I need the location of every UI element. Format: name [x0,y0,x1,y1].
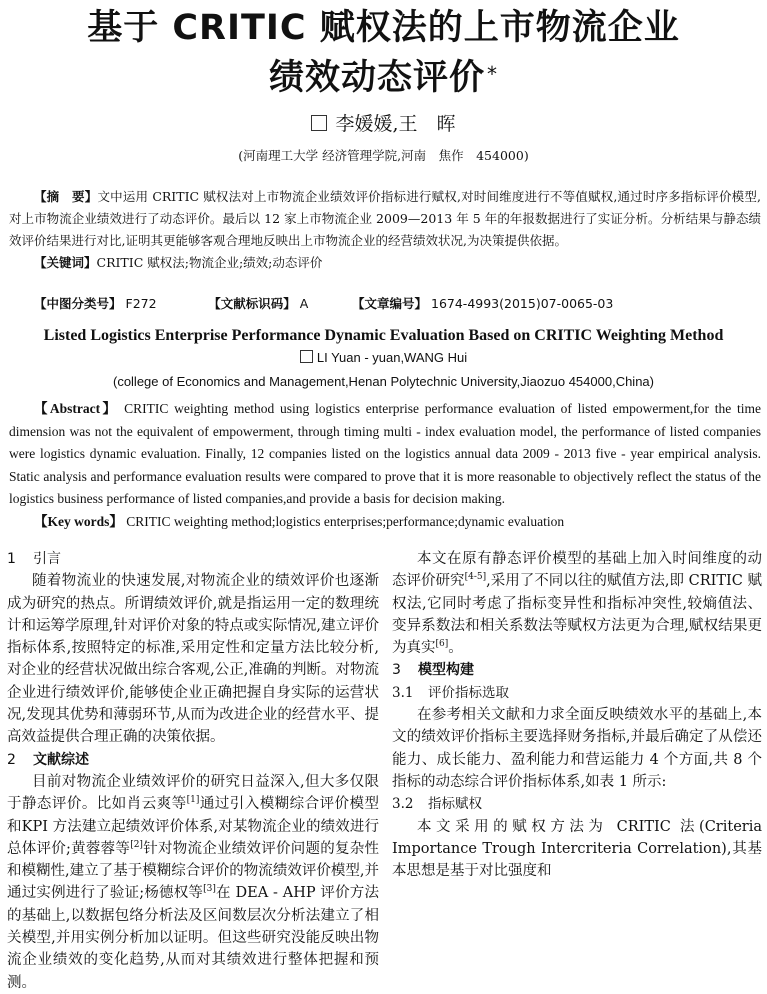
classification-line [34,295,613,313]
column-left [7,548,379,994]
section-3-2-heading [392,793,762,815]
title-footnote-mark: * [487,62,498,86]
column-right [392,548,762,882]
paper-title-en: Listed Logistics Enterprise Performance Dynamic Evaluation Based on CRITIC Weighting Method [43,327,724,344]
paper-title-line-2 [0,58,767,98]
clc-label: 【中图分类号】 [34,296,122,311]
citation-1: [1] [186,795,200,806]
section-2-text-d: 在 DEA - AHP 评价方法的基础上,以数据包络分析法及区间数层次分析法建立了相关模型,并用实例分析加以证明。但这些研究没能反映出物流企业绩效的变化趋势,从而对其绩效进行整体把握和预测。 [7,885,379,991]
abstract-en-text: CRITIC weighting method using logistics enterprise performance evaluation of listed empowerment,for the time dimension was not the equivalent of empowerment, through timing multi - index evaluation model, the performance of listed companies were logistics dynamic evaluation. Finally, 12 companies listed on the logistics annual data 2009 - 2013 five - year empirical analysis. Static analysis and performance evaluation results were compared to prove that it is more reasonable to objectively reflect the status of the logistics business performance of listed companies,and provide a basis for decision making. [9,401,761,506]
citation-4-5: [4-5] [464,572,487,583]
doc-code-label: 【文献标识码】 [208,296,296,311]
checkbox-square-icon [300,350,313,363]
affiliation-en: (college of Economics and Management,Henan Polytechnic University,Jiaozuo 454000,China) [112,374,654,389]
section-2-paragraph-1 [7,771,379,994]
authors-cn [0,112,767,136]
keywords-cn [9,252,761,274]
section-1-number: 1 [7,551,16,567]
abstract-cn-block [9,186,761,274]
section-3-title: 模型构建 [418,662,474,679]
section-1-heading [7,548,379,570]
section-3-heading [392,659,762,681]
authors-en-text: LI Yuan - yuan,WANG Hui [316,350,468,365]
article-no-value: 1674-4993(2015)07-0065-03 [431,296,614,311]
abstract-en-block [9,398,761,533]
section-2-number: 2 [7,751,16,768]
section-2-p2-text-c: 。 [448,640,463,657]
section-3-1-heading [392,682,762,704]
citation-3: [3] [203,884,216,895]
abstract-cn-text: 文中运用 CRITIC 赋权法对上市物流企业绩效评价指标进行赋权,对时间维度进行不等值赋权,通过时序多指标评价模型,对上市物流企业绩效进行了动态评价。最后以 12 家上市物流企业 2009—2013 年 5 年的年报数据进行了实证分析。分析结果与静态绩效评价结果进行对比,证明其更能够客观合理地反映出上市物流企业的经营绩效状况,为决策提供依据。 [9,189,761,248]
section-1-title: 引言 [33,551,61,567]
keywords-en [9,511,761,534]
section-3-number: 3 [392,662,401,679]
section-2-title: 文献综述 [33,751,89,768]
keywords-cn-text: CRITIC 赋权法;物流企业;绩效;动态评价 [96,255,323,270]
checkbox-square-icon [311,115,327,131]
section-2-heading [7,749,379,771]
section-3-1-number: 3.1 [392,684,414,701]
abstract-en-label: 【Abstract】 [34,401,119,416]
keywords-cn-label: 【关键词】 [34,255,97,270]
keywords-en-label: 【Key words】 [34,513,123,529]
authors-en [0,349,767,367]
paper-title-line-1: 基于 CRITIC 赋权法的上市物流企业 [87,8,680,48]
section-2-p2-text-a: 本文在原有静态评价模型的基础上加入时间维度的动态评价研究 [392,551,762,590]
citation-2: [2] [130,840,143,851]
article-no-label: 【文章编号】 [352,296,428,311]
doc-code-value: A [299,296,309,311]
section-3-1-title: 评价指标选取 [428,684,509,701]
abstract-en [9,398,761,511]
keywords-en-text: CRITIC weighting method;logistics enterprises;performance;dynamic evaluation [122,513,565,529]
abstract-cn [9,186,761,252]
section-2-text-a: 目前对物流企业绩效评价的研究日益深入,但大多仅限于静态评价。比如肖云爽等 [7,773,379,813]
section-3-2-title: 指标赋权 [428,796,482,813]
abstract-cn-label: 【摘 要】 [34,189,98,204]
section-3-2-number: 3.2 [392,796,414,813]
clc-value: F272 [125,296,157,311]
section-2-paragraph-2 [392,548,762,659]
section-2-text-b: 通过引入模糊综合评价模型和KPI 方法建立起绩效评价体系,对某物流企业的绩效进行总体评价;黄蓉蓉等 [7,796,379,857]
section-1-paragraph: 随着物流业的快速发展,对物流企业的绩效评价也逐渐成为研究的热点。所谓绩效评价,就是指运用一定的数理统计和运筹学原理,针对评价对象的特点或实际情况,建立评价指标体系,按照特定的标准,采用定性和定量方法比较分析,对企业的经营状况做出综合客观,公正,准确的判断。对物流企业进行绩效评价,能够使企业正确把握自身实际的运营状况,发现其优势和薄弱环节,从而为改进企业的经营水平、提高效益提供合理正确的决策依据。 [7,573,379,746]
affiliation-cn: (河南理工大学 经济管理学院,河南 焦作 454000) [238,148,529,163]
section-2-text-c: 针对物流企业绩效评价问题的复杂性和模糊性,建立了基于模糊综合评价的物流绩效评价模型,并通过实例进行了验证;杨德权等 [7,840,380,902]
section-2-p2-text-b: ,采用了不同以往的赋值方法,即 CRITIC 赋权法,它同时考虑了指标变异性和指标冲突性,较熵值法、变异系数法和相关系数法等赋权方法更为合理,赋权结果更为真实 [392,573,763,657]
section-3-2-paragraph: 本文采用的赋权方法为 CRITIC 法(Criteria Importance Trough Intercriteria Correlation),其基本思想是基于对比强度和 [392,818,762,880]
authors-cn-text: 李媛媛,王 晖 [335,113,456,135]
citation-6: [6] [435,639,449,650]
paper-title-line-2-text: 绩效动态评价 [268,58,485,98]
section-3-1-paragraph: 在参考相关文献和力求全面反映绩效水平的基础上,本文的绩效评价指标主要选择财务指标,并最后确定了从偿还能力、成长能力、盈利能力和营运能力 4 个方面,共 8 个指标的动态综合评价指标体系,如表 1 所示: [392,707,762,790]
